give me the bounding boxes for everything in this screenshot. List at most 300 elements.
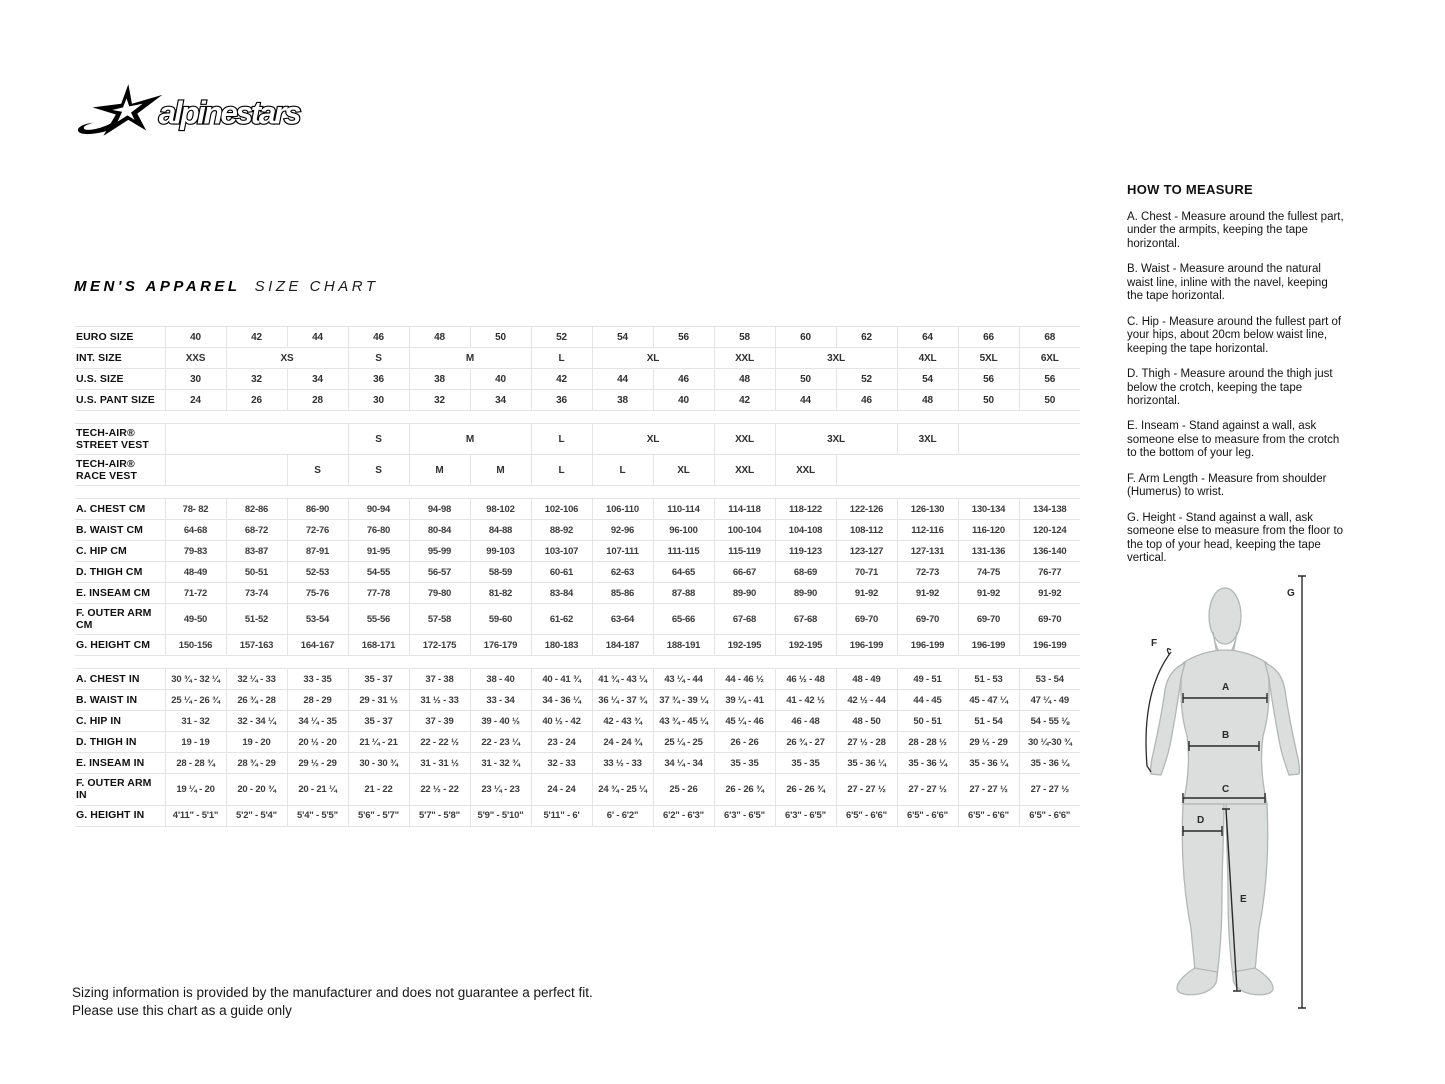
- how-to-measure-heading: HOW TO MEASURE: [1127, 182, 1254, 197]
- page-title-secondary: SIZE CHART: [254, 278, 379, 295]
- table-cell: 184-187: [592, 635, 653, 656]
- table-row: [75, 711, 1080, 732]
- table-row: [75, 635, 1080, 656]
- table-cell: 19 - 20: [226, 732, 287, 753]
- table-cell: 84-88: [470, 520, 531, 541]
- table-cell: 23 ¼ - 23: [470, 774, 531, 805]
- table-cell: 196-199: [1019, 635, 1080, 656]
- row-label: U.S. SIZE: [75, 369, 165, 390]
- table-cell: 91-92: [958, 583, 1019, 604]
- table-cell: S: [348, 424, 409, 455]
- table-cell: 36: [531, 390, 592, 411]
- table-cell: 28 - 28 ½: [897, 732, 958, 753]
- row-label: B. WAIST CM: [75, 520, 165, 541]
- table-cell: 32 - 34 ¼: [226, 711, 287, 732]
- table-cell: S: [348, 348, 409, 369]
- table-cell: 37 - 38: [409, 669, 470, 690]
- table-cell: M: [409, 455, 470, 486]
- table-row: [75, 583, 1080, 604]
- table-cell: 51-52: [226, 604, 287, 635]
- table-cell: 192-195: [775, 635, 836, 656]
- table-cell: 92-96: [592, 520, 653, 541]
- table-row: [75, 562, 1080, 583]
- table-cell: 48: [409, 327, 470, 348]
- row-label: EURO SIZE: [75, 327, 165, 348]
- table-cell: 127-131: [897, 541, 958, 562]
- table-cell: 33 - 35: [287, 669, 348, 690]
- table-cell: 110-114: [653, 499, 714, 520]
- table-cell: 196-199: [897, 635, 958, 656]
- table-row: [75, 369, 1080, 390]
- table-cell-empty: [165, 455, 287, 486]
- how-to-measure-panel: [1127, 182, 1345, 578]
- table-cell: 37 ¾ - 39 ¼: [653, 690, 714, 711]
- table-cell: 46: [653, 369, 714, 390]
- table-cell: 27 - 27 ½: [897, 774, 958, 805]
- page-title: [74, 278, 378, 295]
- label-e: E: [1240, 894, 1247, 905]
- table-cell: 86-90: [287, 499, 348, 520]
- table-cell: 164-167: [287, 635, 348, 656]
- section-spacer: [75, 411, 1080, 424]
- table-cell: 99-103: [470, 541, 531, 562]
- table-cell: 27 - 27 ½: [836, 774, 897, 805]
- table-cell: 22 ½ - 22: [409, 774, 470, 805]
- table-cell: 62-63: [592, 562, 653, 583]
- table-cell: 119-123: [775, 541, 836, 562]
- table-cell: XXL: [714, 348, 775, 369]
- table-cell: 91-95: [348, 541, 409, 562]
- table-cell: 38: [592, 390, 653, 411]
- label-d: D: [1197, 815, 1205, 826]
- table-cell: 26 - 26 ¾: [775, 774, 836, 805]
- table-cell: 34: [287, 369, 348, 390]
- table-cell: 52: [836, 369, 897, 390]
- table-cell: 76-77: [1019, 562, 1080, 583]
- table-cell-empty: [165, 424, 348, 455]
- table-cell: 31 - 32 ¾: [470, 753, 531, 774]
- table-cell: 63-64: [592, 604, 653, 635]
- table-cell: 27 - 27 ½: [1019, 774, 1080, 805]
- table-cell: 30: [348, 390, 409, 411]
- table-cell: 104-108: [775, 520, 836, 541]
- table-cell: 38: [409, 369, 470, 390]
- table-cell: 19 - 19: [165, 732, 226, 753]
- table-cell: 192-195: [714, 635, 775, 656]
- row-label: B. WAIST IN: [75, 690, 165, 711]
- table-cell: 26 - 26 ¾: [714, 774, 775, 805]
- table-cell: 5'11" - 6': [531, 805, 592, 826]
- table-cell: 5'9" - 5'10": [470, 805, 531, 826]
- measure-instruction-chest: A. Chest - Measure around the fullest part, under the armpits, keeping the tape horizontal.: [1127, 211, 1344, 250]
- table-cell: 45 ¼ - 46: [714, 711, 775, 732]
- table-cell: 50: [775, 369, 836, 390]
- table-cell: 32 - 33: [531, 753, 592, 774]
- table-cell: 28 - 28 ¾: [165, 753, 226, 774]
- table-cell: 73-74: [226, 583, 287, 604]
- table-row: [75, 455, 1080, 486]
- table-cell: 25 ¼ - 26 ¾: [165, 690, 226, 711]
- table-cell: 68: [1019, 327, 1080, 348]
- table-cell: 28 - 29: [287, 690, 348, 711]
- table-cell: 50: [470, 327, 531, 348]
- table-cell: 89-90: [775, 583, 836, 604]
- measurement-figure: [1125, 566, 1320, 1021]
- table-cell: 53-54: [287, 604, 348, 635]
- table-cell: 79-83: [165, 541, 226, 562]
- table-cell: 43 ¼ - 44: [653, 669, 714, 690]
- table-cell: 39 ¼ - 41: [714, 690, 775, 711]
- table-cell: 54-55: [348, 562, 409, 583]
- table-cell: 100-104: [714, 520, 775, 541]
- table-cell: 69-70: [958, 604, 1019, 635]
- table-cell: 61-62: [531, 604, 592, 635]
- measure-instruction-arm: F. Arm Length - Measure from shoulder (Humerus) to wrist.: [1127, 472, 1327, 499]
- table-cell: 24 - 24: [531, 774, 592, 805]
- table-cell: 30 ¼-30 ¾: [1019, 732, 1080, 753]
- table-cell: 172-175: [409, 635, 470, 656]
- table-cell: 26 - 26: [714, 732, 775, 753]
- table-cell: 72-76: [287, 520, 348, 541]
- table-cell: L: [531, 348, 592, 369]
- table-cell: 131-136: [958, 541, 1019, 562]
- table-cell: 6'2" - 6'3": [653, 805, 714, 826]
- table-cell: 83-87: [226, 541, 287, 562]
- section-spacer: [75, 486, 1080, 499]
- alpinestars-star-icon: [78, 84, 162, 136]
- table-cell: 68-72: [226, 520, 287, 541]
- table-cell: 74-75: [958, 562, 1019, 583]
- table-row: [75, 753, 1080, 774]
- table-cell: 5XL: [958, 348, 1019, 369]
- height-measure-line: [1298, 576, 1306, 1008]
- table-cell: 33 - 34: [470, 690, 531, 711]
- label-g: G: [1287, 588, 1295, 599]
- table-cell: 83-84: [531, 583, 592, 604]
- table-cell: 56: [958, 369, 1019, 390]
- table-cell: 122-126: [836, 499, 897, 520]
- size-table-body: [75, 327, 1080, 827]
- table-cell: 22 - 23 ¼: [470, 732, 531, 753]
- table-cell: 36: [348, 369, 409, 390]
- table-cell: 6'3" - 6'5": [714, 805, 775, 826]
- table-cell: 42: [531, 369, 592, 390]
- table-cell: 72-73: [897, 562, 958, 583]
- table-cell: 42: [226, 327, 287, 348]
- table-cell: 66: [958, 327, 1019, 348]
- row-label: A. CHEST CM: [75, 499, 165, 520]
- table-cell: 29 ½ - 29: [287, 753, 348, 774]
- table-cell: 46: [348, 327, 409, 348]
- table-cell: 55-56: [348, 604, 409, 635]
- table-cell: 54: [897, 369, 958, 390]
- table-cell: 69-70: [836, 604, 897, 635]
- table-cell: 38 - 40: [470, 669, 531, 690]
- table-cell: XL: [592, 348, 714, 369]
- table-cell: 28 ¾ - 29: [226, 753, 287, 774]
- row-label: C. HIP IN: [75, 711, 165, 732]
- table-cell: 107-111: [592, 541, 653, 562]
- table-cell: M: [409, 348, 531, 369]
- table-cell: 20 ½ - 20: [287, 732, 348, 753]
- table-row: [75, 732, 1080, 753]
- table-cell: 60: [775, 327, 836, 348]
- table-cell: 26 ¾ - 28: [226, 690, 287, 711]
- table-cell: 41 - 42 ½: [775, 690, 836, 711]
- row-label: C. HIP CM: [75, 541, 165, 562]
- table-cell: 26 ¾ - 27: [775, 732, 836, 753]
- table-cell: 32: [409, 390, 470, 411]
- row-label: D. THIGH IN: [75, 732, 165, 753]
- table-cell: 6'5" - 6'6": [836, 805, 897, 826]
- table-cell: 103-107: [531, 541, 592, 562]
- table-cell: 120-124: [1019, 520, 1080, 541]
- table-cell: 81-82: [470, 583, 531, 604]
- table-cell: 94-98: [409, 499, 470, 520]
- measure-instruction-thigh: D. Thigh - Measure around the thigh just below the crotch, keeping the tape horizontal.: [1127, 368, 1333, 407]
- table-cell: XXL: [714, 455, 775, 486]
- table-cell: 56: [653, 327, 714, 348]
- table-row: [75, 424, 1080, 455]
- table-cell: 21 - 22: [348, 774, 409, 805]
- size-table: [75, 326, 1080, 827]
- table-cell: 35 - 37: [348, 711, 409, 732]
- table-cell: 111-115: [653, 541, 714, 562]
- table-cell: 196-199: [836, 635, 897, 656]
- table-cell: 91-92: [836, 583, 897, 604]
- table-cell: 31 ½ - 33: [409, 690, 470, 711]
- table-cell: 51 - 54: [958, 711, 1019, 732]
- label-f: F: [1151, 638, 1158, 649]
- table-cell: 30 ¾ - 32 ¼: [165, 669, 226, 690]
- table-cell: 3XL: [897, 424, 958, 455]
- table-cell: 58-59: [470, 562, 531, 583]
- row-label: TECH-AIR® STREET VEST: [75, 424, 165, 455]
- table-cell: 44 - 46 ½: [714, 669, 775, 690]
- table-cell: 34 ¼ - 34: [653, 753, 714, 774]
- table-cell: 31 - 32: [165, 711, 226, 732]
- table-cell: 89-90: [714, 583, 775, 604]
- table-cell: 28: [287, 390, 348, 411]
- table-cell: 42 ½ - 44: [836, 690, 897, 711]
- label-a: A: [1222, 682, 1230, 693]
- table-cell: 80-84: [409, 520, 470, 541]
- table-cell: 5'2" - 5'4": [226, 805, 287, 826]
- table-cell: 60-61: [531, 562, 592, 583]
- table-cell: 76-80: [348, 520, 409, 541]
- table-cell: 82-86: [226, 499, 287, 520]
- table-cell: 52: [531, 327, 592, 348]
- measure-instruction-height: G. Height - Stand against a wall, ask someone else to measure from the floor to the top of your head, keeping the tape vertical.: [1127, 511, 1344, 565]
- table-cell: 6'5" - 6'6": [958, 805, 1019, 826]
- table-cell: 25 - 26: [653, 774, 714, 805]
- table-cell: 44 - 45: [897, 690, 958, 711]
- table-cell: 44: [592, 369, 653, 390]
- label-c: C: [1222, 784, 1230, 795]
- table-row: [75, 520, 1080, 541]
- table-row: [75, 774, 1080, 805]
- table-cell: 68-69: [775, 562, 836, 583]
- table-cell: 71-72: [165, 583, 226, 604]
- table-cell: 67-68: [775, 604, 836, 635]
- table-cell: 4'11" - 5'1": [165, 805, 226, 826]
- table-cell: 3XL: [775, 424, 897, 455]
- table-cell: 35 - 36 ¼: [836, 753, 897, 774]
- table-cell: 21 ¼ - 21: [348, 732, 409, 753]
- measure-instruction-waist: B. Waist - Measure around the natural waist line, inline with the navel, keeping the tape horizontal.: [1127, 263, 1328, 303]
- table-cell: 19 ¼ - 20: [165, 774, 226, 805]
- table-row: [75, 541, 1080, 562]
- table-cell: 48 - 50: [836, 711, 897, 732]
- table-cell: 48: [897, 390, 958, 411]
- table-row: [75, 390, 1080, 411]
- table-cell: 196-199: [958, 635, 1019, 656]
- table-cell: 22 - 22 ½: [409, 732, 470, 753]
- table-cell: 34: [470, 390, 531, 411]
- table-cell: 50-51: [226, 562, 287, 583]
- table-cell: 49-50: [165, 604, 226, 635]
- table-cell: 52-53: [287, 562, 348, 583]
- table-cell: 150-156: [165, 635, 226, 656]
- table-row: [75, 327, 1080, 348]
- table-cell: 32 ¼ - 33: [226, 669, 287, 690]
- disclaimer-line-2: Please use this chart as a guide only: [72, 1002, 292, 1018]
- table-row: [75, 690, 1080, 711]
- table-cell: 66-67: [714, 562, 775, 583]
- table-cell: 47 ¼ - 49: [1019, 690, 1080, 711]
- table-cell: 35 - 36 ¼: [897, 753, 958, 774]
- table-cell: L: [592, 455, 653, 486]
- row-label: A. CHEST IN: [75, 669, 165, 690]
- table-cell: 34 - 36 ¼: [531, 690, 592, 711]
- table-cell: 20 - 20 ¾: [226, 774, 287, 805]
- table-row: [75, 348, 1080, 369]
- table-cell: 78- 82: [165, 499, 226, 520]
- table-cell: 58: [714, 327, 775, 348]
- row-label: INT. SIZE: [75, 348, 165, 369]
- table-cell: 77-78: [348, 583, 409, 604]
- table-cell: 35 - 35: [714, 753, 775, 774]
- table-cell: 116-120: [958, 520, 1019, 541]
- table-cell: 5'7" - 5'8": [409, 805, 470, 826]
- row-label: F. OUTER ARM IN: [75, 774, 165, 805]
- table-cell: XS: [226, 348, 348, 369]
- section-spacer: [75, 656, 1080, 669]
- table-cell: 39 - 40 ½: [470, 711, 531, 732]
- table-cell: 180-183: [531, 635, 592, 656]
- table-cell: 88-92: [531, 520, 592, 541]
- table-cell: 87-88: [653, 583, 714, 604]
- table-cell: 126-130: [897, 499, 958, 520]
- row-label: E. INSEAM CM: [75, 583, 165, 604]
- table-cell: 37 - 39: [409, 711, 470, 732]
- table-cell: 45 - 47 ¼: [958, 690, 1019, 711]
- table-cell: 118-122: [775, 499, 836, 520]
- table-cell: 136-140: [1019, 541, 1080, 562]
- table-cell: 57-58: [409, 604, 470, 635]
- table-cell: 42: [714, 390, 775, 411]
- table-cell: 35 - 36 ¼: [958, 753, 1019, 774]
- table-cell: 123-127: [836, 541, 897, 562]
- disclaimer-line-1: Sizing information is provided by the manufacturer and does not guarantee a perfect fit.: [72, 985, 593, 1000]
- table-cell: M: [409, 424, 531, 455]
- table-cell: 43 ¾ - 45 ¼: [653, 711, 714, 732]
- row-label: D. THIGH CM: [75, 562, 165, 583]
- table-cell: 176-179: [470, 635, 531, 656]
- label-b: B: [1222, 730, 1230, 741]
- table-row: [75, 499, 1080, 520]
- table-cell: 40: [470, 369, 531, 390]
- measure-instruction-hip: C. Hip - Measure around the fullest part of your hips, about 20cm below waist line, keeping the tape horizontal.: [1127, 315, 1342, 355]
- table-cell: L: [531, 455, 592, 486]
- row-label: G. HEIGHT CM: [75, 635, 165, 656]
- table-cell: S: [348, 455, 409, 486]
- table-cell: 26: [226, 390, 287, 411]
- table-cell: 53 - 54: [1019, 669, 1080, 690]
- table-cell: 85-86: [592, 583, 653, 604]
- table-cell: 20 - 21 ¼: [287, 774, 348, 805]
- table-cell: 69-70: [1019, 604, 1080, 635]
- table-cell: 62: [836, 327, 897, 348]
- row-label: F. OUTER ARM CM: [75, 604, 165, 635]
- disclaimer: [72, 984, 593, 1020]
- table-cell: 30: [165, 369, 226, 390]
- table-cell: 67-68: [714, 604, 775, 635]
- table-cell: 48: [714, 369, 775, 390]
- table-cell: 34 ¼ - 35: [287, 711, 348, 732]
- table-cell: 96-100: [653, 520, 714, 541]
- table-cell: 50: [958, 390, 1019, 411]
- table-cell: 29 - 31 ½: [348, 690, 409, 711]
- table-cell: 29 ½ - 29: [958, 732, 1019, 753]
- table-cell: 87-91: [287, 541, 348, 562]
- size-chart: [75, 326, 1080, 827]
- alpinestars-wordmark: alpinestars: [158, 95, 300, 131]
- table-cell: 40: [653, 390, 714, 411]
- table-cell: 40 - 41 ¾: [531, 669, 592, 690]
- table-cell: 48 - 49: [836, 669, 897, 690]
- table-cell: 5'6" - 5'7": [348, 805, 409, 826]
- table-cell: 46: [836, 390, 897, 411]
- table-cell: 54: [592, 327, 653, 348]
- table-cell: 108-112: [836, 520, 897, 541]
- table-cell: 41 ¾ - 43 ¼: [592, 669, 653, 690]
- table-cell: 64-68: [165, 520, 226, 541]
- table-cell: 112-116: [897, 520, 958, 541]
- row-label: U.S. PANT SIZE: [75, 390, 165, 411]
- table-cell: 70-71: [836, 562, 897, 583]
- table-cell: 69-70: [897, 604, 958, 635]
- table-cell: 115-119: [714, 541, 775, 562]
- table-row: [75, 604, 1080, 635]
- table-cell: 6' - 6'2": [592, 805, 653, 826]
- table-cell: 27 ½ - 28: [836, 732, 897, 753]
- table-cell: 44: [775, 390, 836, 411]
- table-cell: 35 - 36 ¼: [1019, 753, 1080, 774]
- table-cell: 42 - 43 ¾: [592, 711, 653, 732]
- table-cell: 40 ½ - 42: [531, 711, 592, 732]
- alpinestars-logo: [73, 80, 323, 140]
- table-cell: 31 - 31 ½: [409, 753, 470, 774]
- table-cell: 114-118: [714, 499, 775, 520]
- table-cell: 91-92: [1019, 583, 1080, 604]
- table-row: [75, 805, 1080, 826]
- table-cell: 6'5" - 6'6": [897, 805, 958, 826]
- table-cell: 75-76: [287, 583, 348, 604]
- table-cell-empty: [836, 455, 1080, 486]
- table-cell: 24: [165, 390, 226, 411]
- table-cell: 4XL: [897, 348, 958, 369]
